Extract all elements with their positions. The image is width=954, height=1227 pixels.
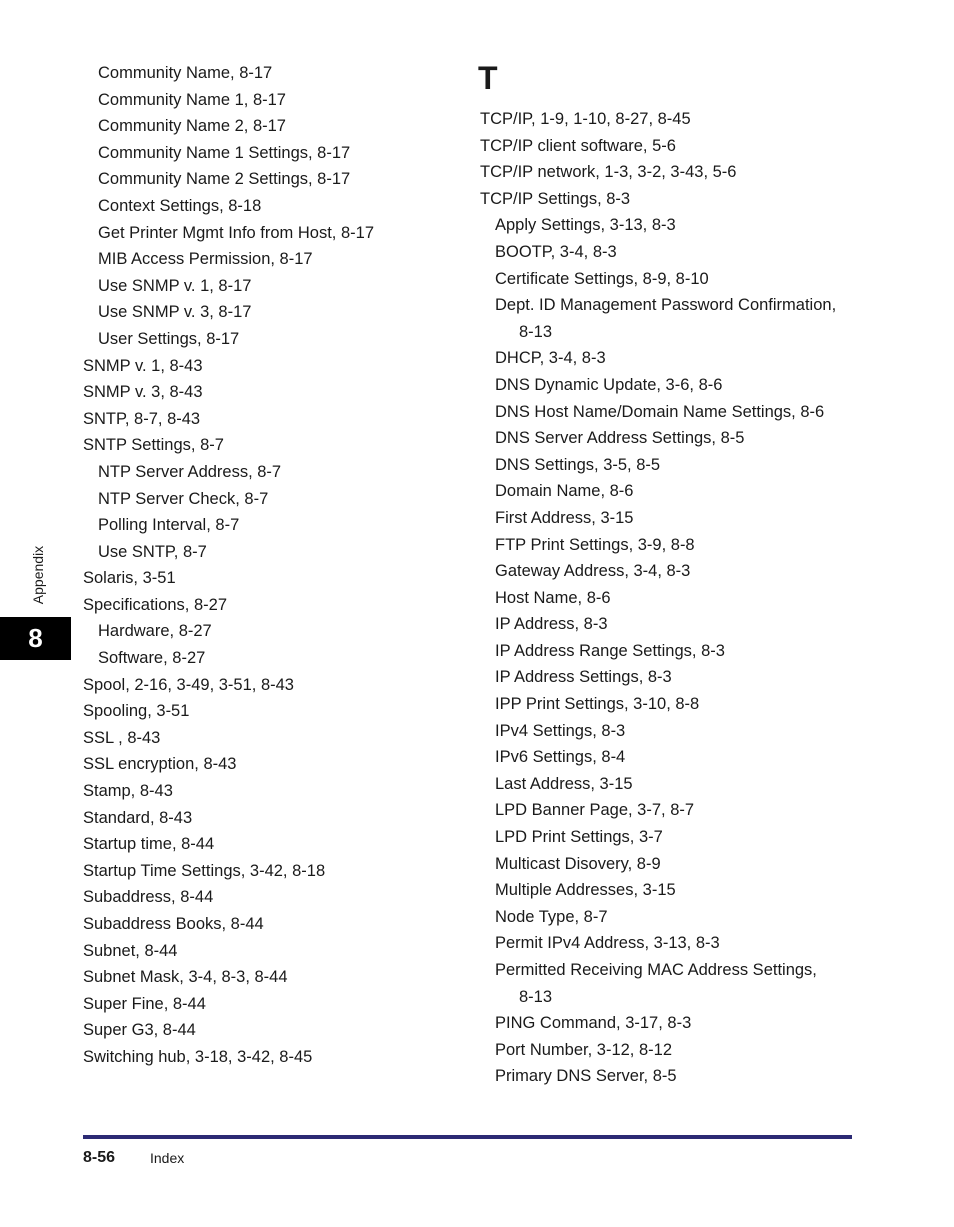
index-letter-heading: T — [478, 60, 498, 96]
index-entry: Use SNMP v. 3, 8-17 — [98, 303, 252, 322]
index-entry: TCP/IP client software, 5-6 — [480, 136, 676, 155]
index-entry: Subnet Mask, 3-4, 8-3, 8-44 — [83, 968, 288, 987]
index-entry: Gateway Address, 3-4, 8-3 — [495, 562, 691, 581]
index-entry: Domain Name, 8-6 — [495, 482, 634, 501]
index-entry: NTP Server Address, 8-7 — [98, 462, 282, 481]
index-column-left — [83, 60, 463, 1071]
index-entry: Super Fine, 8-44 — [83, 994, 206, 1013]
index-entry: Startup time, 8-44 — [83, 835, 215, 854]
index-entry: Standard, 8-43 — [83, 808, 193, 827]
index-entry: IPP Print Settings, 3-10, 8-8 — [495, 695, 700, 714]
index-entry: Community Name 1, 8-17 — [98, 90, 286, 109]
index-entry: Spool, 2-16, 3-49, 3-51, 8-43 — [83, 675, 294, 694]
footer-rule — [83, 1135, 852, 1139]
index-entry: Polling Interval, 8-7 — [98, 516, 240, 535]
index-entry: Community Name, 8-17 — [98, 64, 273, 82]
index-entry: Software, 8-27 — [98, 649, 206, 668]
index-entry: SSL , 8-43 — [83, 728, 161, 747]
index-entry: Apply Settings, 3-13, 8-3 — [495, 216, 676, 235]
index-entry: TCP/IP, 1-9, 1-10, 8-27, 8-45 — [480, 110, 691, 128]
page-number: 8-56 — [83, 1149, 116, 1166]
index-entry: Subaddress Books, 8-44 — [83, 915, 264, 933]
index-entry: IPv6 Settings, 8-4 — [495, 748, 626, 767]
index-entry: Use SNTP, 8-7 — [98, 542, 207, 561]
index-entry: Multicast Disovery, 8-9 — [495, 854, 661, 873]
index-entry: 8-13 — [519, 322, 553, 341]
index-entry: Port Number, 3-12, 8-12 — [495, 1040, 673, 1059]
index-entry: Startup Time Settings, 3-42, 8-18 — [83, 861, 326, 880]
index-entry: Stamp, 8-43 — [83, 782, 173, 801]
chapter-side-label: Appendix — [30, 545, 46, 605]
index-entry: Last Address, 3-15 — [495, 774, 633, 793]
index-entry: Multiple Addresses, 3-15 — [495, 881, 676, 900]
index-entry: Node Type, 8-7 — [495, 907, 608, 926]
index-entry: TCP/IP Settings, 8-3 — [480, 189, 631, 208]
index-entries — [480, 106, 860, 1090]
index-entry: Context Settings, 8-18 — [98, 196, 262, 215]
index-entry: Specifications, 8-27 — [83, 595, 227, 614]
index-entry: 8-13 — [519, 987, 553, 1006]
index-entry: SNTP, 8-7, 8-43 — [83, 409, 201, 428]
index-entry: Use SNMP v. 1, 8-17 — [98, 276, 252, 295]
index-entry: LPD Banner Page, 3-7, 8-7 — [495, 801, 695, 820]
index-entry: IPv4 Settings, 8-3 — [495, 721, 626, 740]
index-entry: Subnet, 8-44 — [83, 941, 178, 960]
index-entry: User Settings, 8-17 — [98, 329, 240, 348]
index-entry: NTP Server Check, 8-7 — [98, 489, 269, 508]
chapter-number: 8 — [28, 623, 43, 653]
index-entry: Dept. ID Management Password Confirmation, — [495, 296, 837, 315]
index-entry: Certificate Settings, 8-9, 8-10 — [495, 269, 709, 288]
index-entry: Solaris, 3-51 — [83, 569, 176, 588]
index-entry: SNMP v. 1, 8-43 — [83, 356, 203, 375]
index-entry: IP Address Range Settings, 8-3 — [495, 641, 725, 660]
index-entry: DHCP, 3-4, 8-3 — [495, 349, 606, 368]
index-entry: Subaddress, 8-44 — [83, 888, 214, 907]
index-entry: Hardware, 8-27 — [98, 622, 212, 641]
index-entry: Get Printer Mgmt Info from Host, 8-17 — [98, 223, 375, 242]
index-entry: MIB Access Permission, 8-17 — [98, 250, 313, 269]
index-entry: SSL encryption, 8-43 — [83, 755, 237, 774]
index-entry: Super G3, 8-44 — [83, 1021, 196, 1040]
index-entry: Permit IPv4 Address, 3-13, 8-3 — [495, 934, 720, 953]
index-entry: SNMP v. 3, 8-43 — [83, 383, 203, 402]
index-entry: Permitted Receiving MAC Address Settings, — [495, 961, 817, 979]
index-entry: LPD Print Settings, 3-7 — [495, 828, 663, 847]
index-entry: SNTP Settings, 8-7 — [83, 436, 224, 455]
index-entry: Community Name 1 Settings, 8-17 — [98, 143, 351, 162]
index-entry: First Address, 3-15 — [495, 508, 634, 527]
index-entry: IP Address Settings, 8-3 — [495, 668, 672, 687]
index-entry: Host Name, 8-6 — [495, 588, 611, 607]
index-entry: Primary DNS Server, 8-5 — [495, 1067, 677, 1086]
index-entry: Spooling, 3-51 — [83, 702, 190, 721]
index-entry: Community Name 2 Settings, 8-17 — [98, 170, 351, 189]
index-entry: DNS Host Name/Domain Name Settings, 8-6 — [495, 402, 825, 421]
index-entry: Community Name 2, 8-17 — [98, 117, 286, 136]
index-entry: TCP/IP network, 1-3, 3-2, 3-43, 5-6 — [480, 163, 737, 182]
index-entry: DNS Dynamic Update, 3-6, 8-6 — [495, 375, 723, 394]
index-entry: DNS Settings, 3-5, 8-5 — [495, 455, 661, 474]
index-entry: DNS Server Address Settings, 8-5 — [495, 429, 745, 448]
index-column-right — [480, 60, 860, 1090]
index-entry: FTP Print Settings, 3-9, 8-8 — [495, 535, 695, 554]
index-entry: Switching hub, 3-18, 3-42, 8-45 — [83, 1047, 313, 1066]
index-entry: BOOTP, 3-4, 8-3 — [495, 242, 617, 261]
index-entry: IP Address, 8-3 — [495, 615, 608, 634]
footer-section-title: Index — [150, 1150, 185, 1166]
index-entry: PING Command, 3-17, 8-3 — [495, 1014, 692, 1033]
